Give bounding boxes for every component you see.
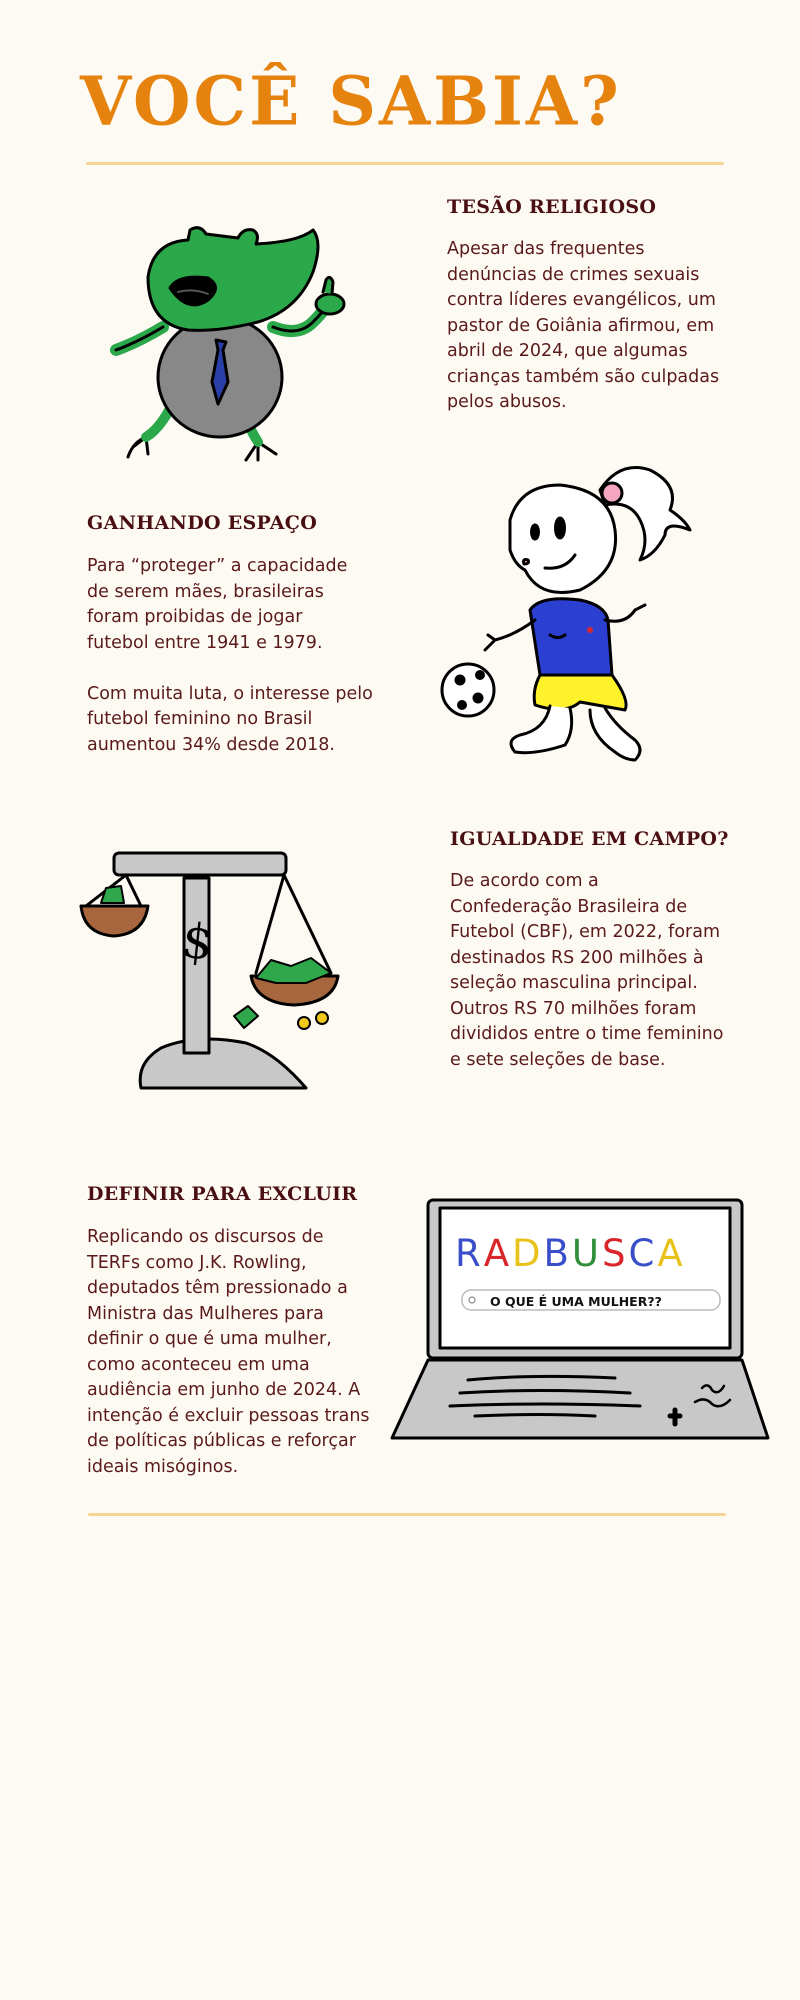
logo-letter: A [483,1232,510,1275]
section-text-definir-para-excluir: Replicando os discursos de TERFs como J.K. Rowling, deputados têm pressionado a Ministra das Mulheres para definir o que é uma mulher, como aconteceu em uma audiência em junho de 2024. A intenção é excluir pessoas trans de políticas públicas e reforçar ideais misóginos. [87,1227,370,1477]
section-text-ganhando-espaco: Para “proteger” a capacidade de serem mães, brasileiras foram proibidas de jogar futebol entre 1941 e 1979. Com muita luta, o interesse pelo futebol feminino no Brasil aumentou 34% desde 2018. [87,556,373,755]
frog-pastor-illustration [108,232,368,477]
page-title: VOCÊ SABIA? [80,61,622,141]
dollar-sign-symbol: $ [179,912,216,972]
section-text-igualdade-em-campo: De acordo com a Confederação Brasileira de Futebol (CBF), em 2022, foram destinados RS 200 milhões à seleção masculina principal. Outros RS 70 milhões foram divididos entre o time feminino e sete seleções de base. [450,871,724,1070]
logo-letter: U [571,1232,600,1275]
logo-letter: S [602,1232,626,1275]
logo-letter: A [657,1232,683,1275]
section-title-definir-para-excluir: DEFINIR PARA EXCLUIR [87,1183,358,1205]
section-text-tesao-religioso: Apesar das frequentes denúncias de crimes sexuais contra líderes evangélicos, um pastor de Goiânia afirmou, em abril de 2024, que algumas crianças também são culpadas pelos abusos. [447,239,720,412]
girl-footballer-illustration [440,460,700,770]
logo-letter: R [455,1232,481,1275]
logo-letter: B [543,1232,569,1275]
radbusca-logo [455,1232,715,1275]
section-title-tesao-religioso: TESÃO RELIGIOSO [447,196,657,218]
search-query-text: O QUE É UMA MULHER?? [490,1294,662,1309]
logo-letter: D [512,1232,541,1275]
top-divider [86,162,724,165]
logo-letter: C [628,1232,655,1275]
bottom-divider [88,1513,726,1516]
money-scale-illustration [76,848,346,1093]
section-title-igualdade-em-campo: IGUALDADE EM CAMPO? [450,828,729,850]
section-title-ganhando-espaco: GANHANDO ESPAÇO [87,512,318,534]
